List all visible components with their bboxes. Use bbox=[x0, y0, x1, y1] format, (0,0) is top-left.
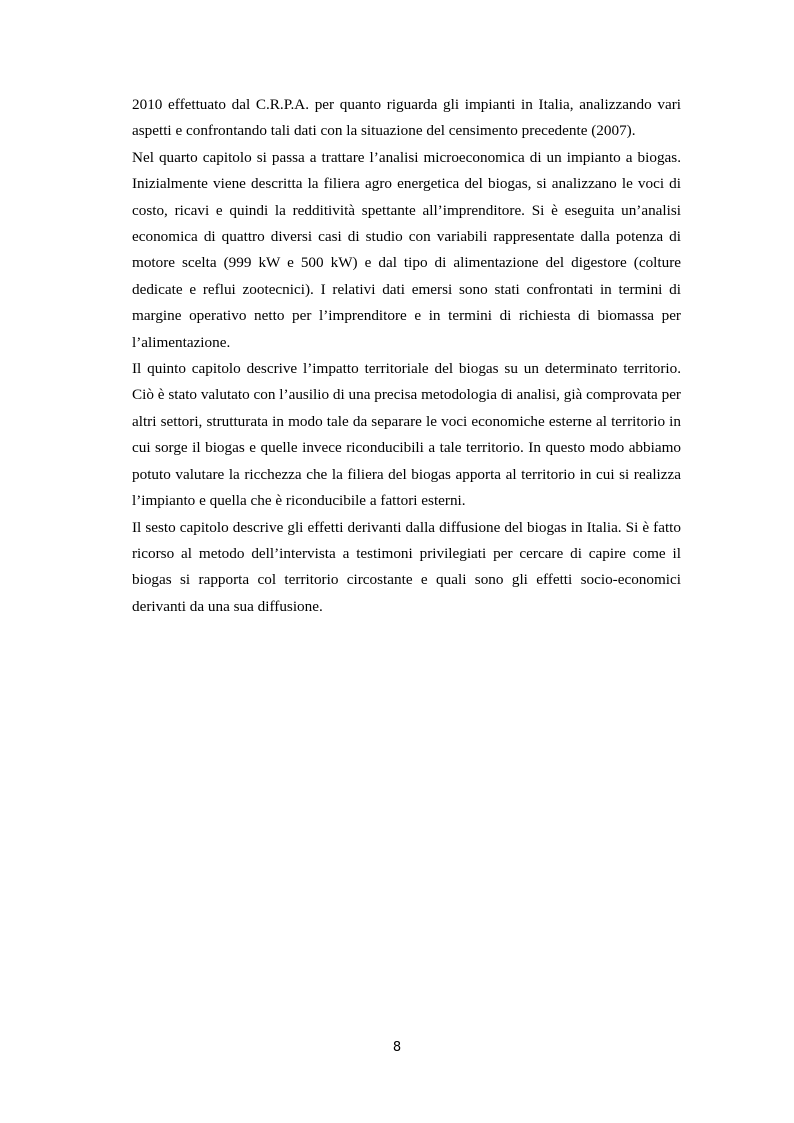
paragraph-census-continuation: 2010 effettuato dal C.R.P.A. per quanto riguarda gli impianti in Italia, analizzando vari aspetti e confrontando tali dati con la situazione del censimento precedente (2007). bbox=[132, 96, 681, 140]
body-text bbox=[132, 92, 681, 620]
paragraph-chapter-six: Il sesto capitolo descrive gli effetti derivanti dalla diffusione del biogas in Italia. Si è fatto ricorso al metodo dell’intervista a testimoni privilegiati per cercare di capire come il biogas si rapporta col territorio circostante e quali sono gli effetti socio-economici derivanti da una sua diffusione. bbox=[132, 518, 681, 615]
paragraph-chapter-four: Nel quarto capitolo si passa a trattare l’analisi microeconomica di un impianto a biogas. Inizialmente viene descritta la filiera agro energetica del biogas, si analizzano le voci di costo, ricavi e quindi la redditività spettante all’imprenditore. Si è eseguita un’analisi economica di quattro diversi casi di studio con variabili rappresentate dalla potenza di motore scelta (999 kW e 500 kW) e dal tipo di alimentazione del digestore (colture dedicate e reflui zootecnici). I relativi dati emersi sono stati confrontati in termini di margine operativo netto per l’imprenditore e in termini di richiesta di biomassa per l’alimentazione. bbox=[132, 148, 681, 351]
page-number: 8 bbox=[392, 1040, 402, 1055]
paragraph-chapter-five: Il quinto capitolo descrive l’impatto territoriale del biogas su un determinato territorio. Ciò è stato valutato con l’ausilio di una precisa metodologia di analisi, già comprovata per altri settori, strutturata in modo tale da separare le voci economiche esterne al territorio in cui sorge il biogas e quelle invece riconducibili a tale territorio. In questo modo abbiamo potuto valutare la ricchezza che la filiera del biogas apporta al territorio in cui si realizza l’impianto e quella che è riconducibile a fattori esterni. bbox=[132, 360, 681, 510]
